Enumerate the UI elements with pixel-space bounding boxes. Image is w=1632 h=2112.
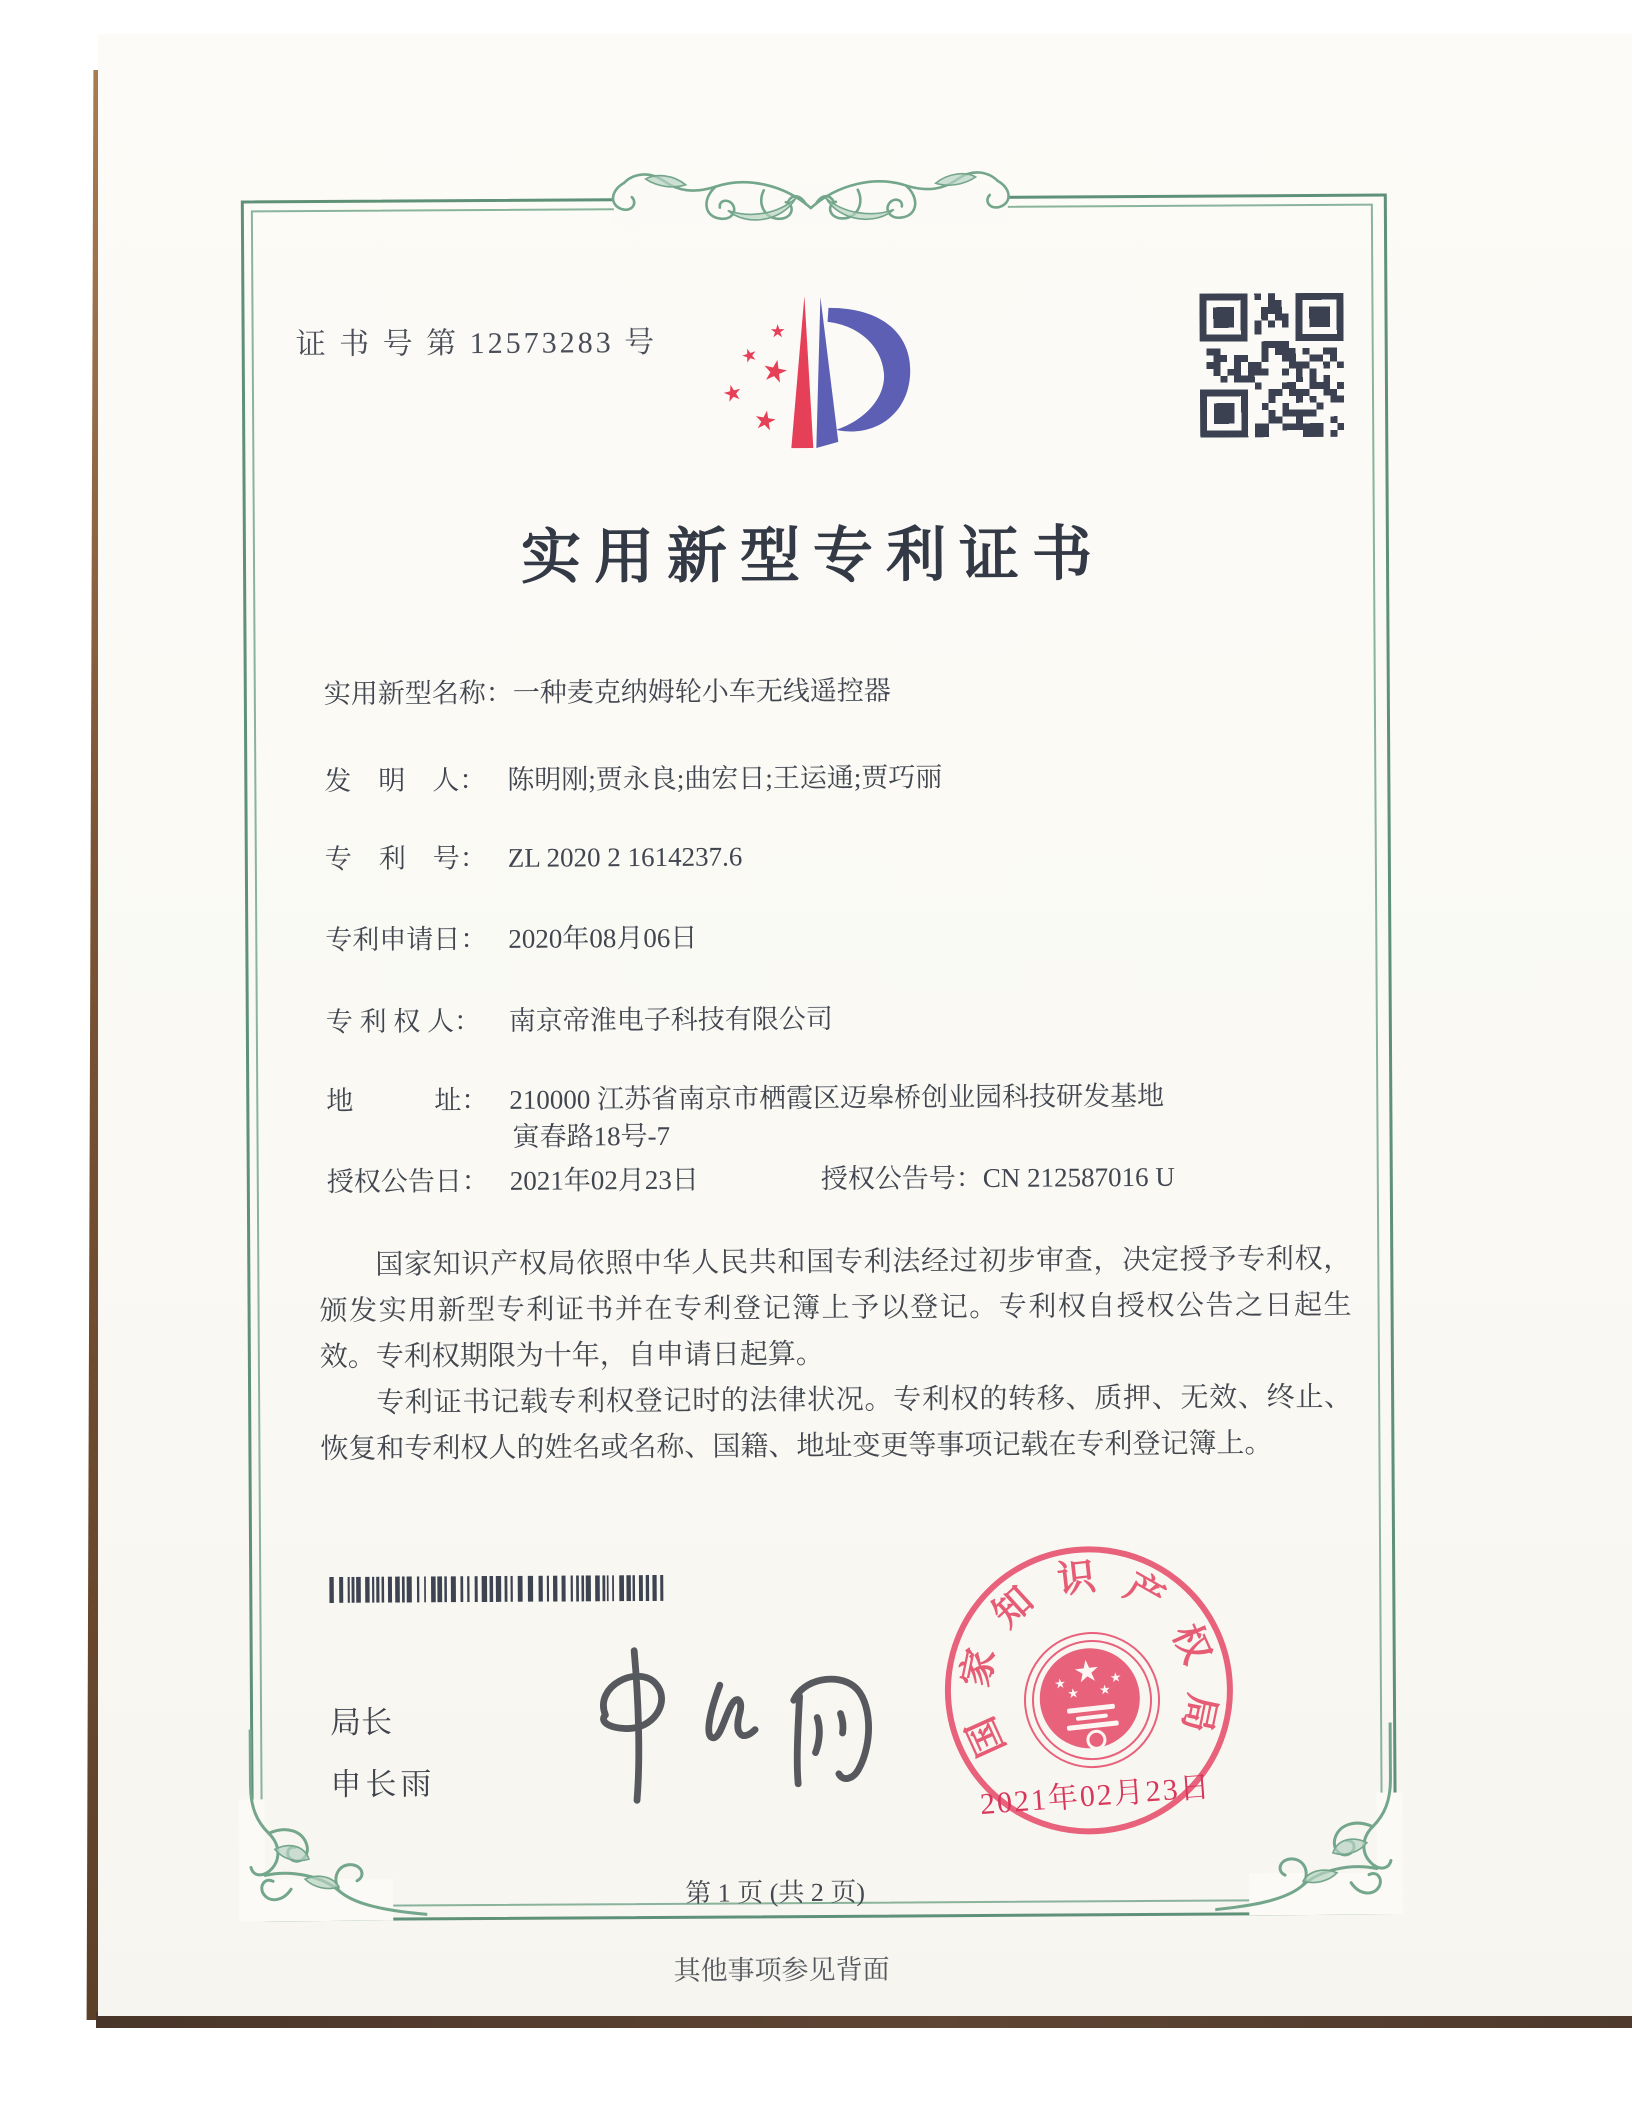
seal-text: 家 xyxy=(954,1644,1004,1691)
director-signature xyxy=(549,1628,890,1815)
field-label: 发 明 人： xyxy=(324,765,487,796)
field-label: 专 利 号： xyxy=(324,843,487,874)
field-row-address xyxy=(326,1078,1164,1119)
certificate-number: 证 书 号 第 12573283 号 xyxy=(295,325,658,362)
certificate-title: 实用新型专利证书 xyxy=(520,521,1106,591)
legal-paragraph: 专利证书记载专利权登记时的法律状况。专利权的转移、质押、无效、终止、恢复和专利权人的姓名或名称、国籍、地址变更等事项记载在专利登记簿上。 xyxy=(320,1381,1353,1466)
legal-text xyxy=(319,1237,1352,1473)
field-value: ZL 2020 2 1614237.6 xyxy=(507,841,743,873)
field-label: 地 址： xyxy=(326,1085,489,1116)
back-side-note: 其他事项参见背面 xyxy=(673,1954,890,1986)
qr-code xyxy=(1199,293,1344,438)
field-row-filing-date xyxy=(325,920,697,958)
border-ornament-top xyxy=(576,149,1047,256)
field-value: 陈明刚;贾永良;曲宏日;王运通;贾巧丽 xyxy=(507,762,943,795)
field-label: 授权公告号： xyxy=(820,1162,983,1194)
logo-p-mark xyxy=(695,277,926,463)
seal-text: 国 xyxy=(959,1710,1014,1763)
field-value: CN 212587016 U xyxy=(982,1161,1175,1193)
field-row-grant-no xyxy=(821,1159,1175,1197)
field-value: 2020年08月06日 xyxy=(508,922,698,954)
field-label: 专利申请日： xyxy=(325,924,488,955)
seal-text: 权 xyxy=(1163,1618,1218,1671)
field-row-inventors xyxy=(324,759,942,799)
page-number: 第 1 页 (共 2 页) xyxy=(685,1877,866,1908)
seal-text: 产 xyxy=(1117,1565,1172,1621)
director-name: 申长雨 xyxy=(330,1766,436,1802)
logo-star-icon: ★ xyxy=(720,379,746,409)
emblem-star-icon: ★ xyxy=(1071,1653,1103,1691)
emblem-star-icon: ★ xyxy=(1109,1670,1123,1687)
field-row-name xyxy=(324,673,891,712)
emblem-star-icon: ★ xyxy=(1098,1682,1112,1699)
logo-star-icon: ★ xyxy=(769,321,786,343)
seal-text: 知 xyxy=(985,1579,1042,1636)
logo-star-icon: ★ xyxy=(758,351,792,392)
field-value: 一种麦克纳姆轮小车无线遥控器 xyxy=(512,675,891,708)
seal-date: 2021年02月23日 xyxy=(978,1770,1213,1822)
logo-star-icon: ★ xyxy=(738,343,761,369)
seal-text: 识 xyxy=(1055,1556,1098,1603)
field-row-patent-no xyxy=(325,838,743,877)
director-title: 局长 xyxy=(329,1704,393,1740)
field-address-line2: 寅春路18号-7 xyxy=(512,1120,671,1152)
field-row-grant xyxy=(326,1161,1175,1200)
emblem-star-icon: ★ xyxy=(1066,1686,1080,1703)
field-label: 专 利 权 人： xyxy=(325,1006,482,1037)
field-value: 210000 江苏省南京市栖霞区迈皋桥创业园科技研发基地 xyxy=(509,1080,1165,1115)
field-value: 2021年02月23日 xyxy=(509,1164,699,1196)
field-label: 实用新型名称： xyxy=(323,677,513,709)
emblem-star-icon: ★ xyxy=(1053,1676,1067,1693)
seal-text: 局 xyxy=(1174,1690,1224,1736)
field-label: 授权公告日： xyxy=(326,1166,489,1197)
logo-star-icon: ★ xyxy=(751,404,780,439)
legal-paragraph: 国家知识产权局依照中华人民共和国专利法经过初步审查，决定授予专利权，颁发实用新型专利证书并在专利登记簿上予以登记。专利权自授权公告之日起生效。专利权期限为十年，自申请日起算。 xyxy=(319,1243,1352,1374)
barcode xyxy=(329,1575,665,1603)
field-row-patentee xyxy=(326,1001,833,1040)
field-value: 南京帝淮电子科技有限公司 xyxy=(508,1003,833,1036)
cnipa-logo xyxy=(695,277,926,463)
